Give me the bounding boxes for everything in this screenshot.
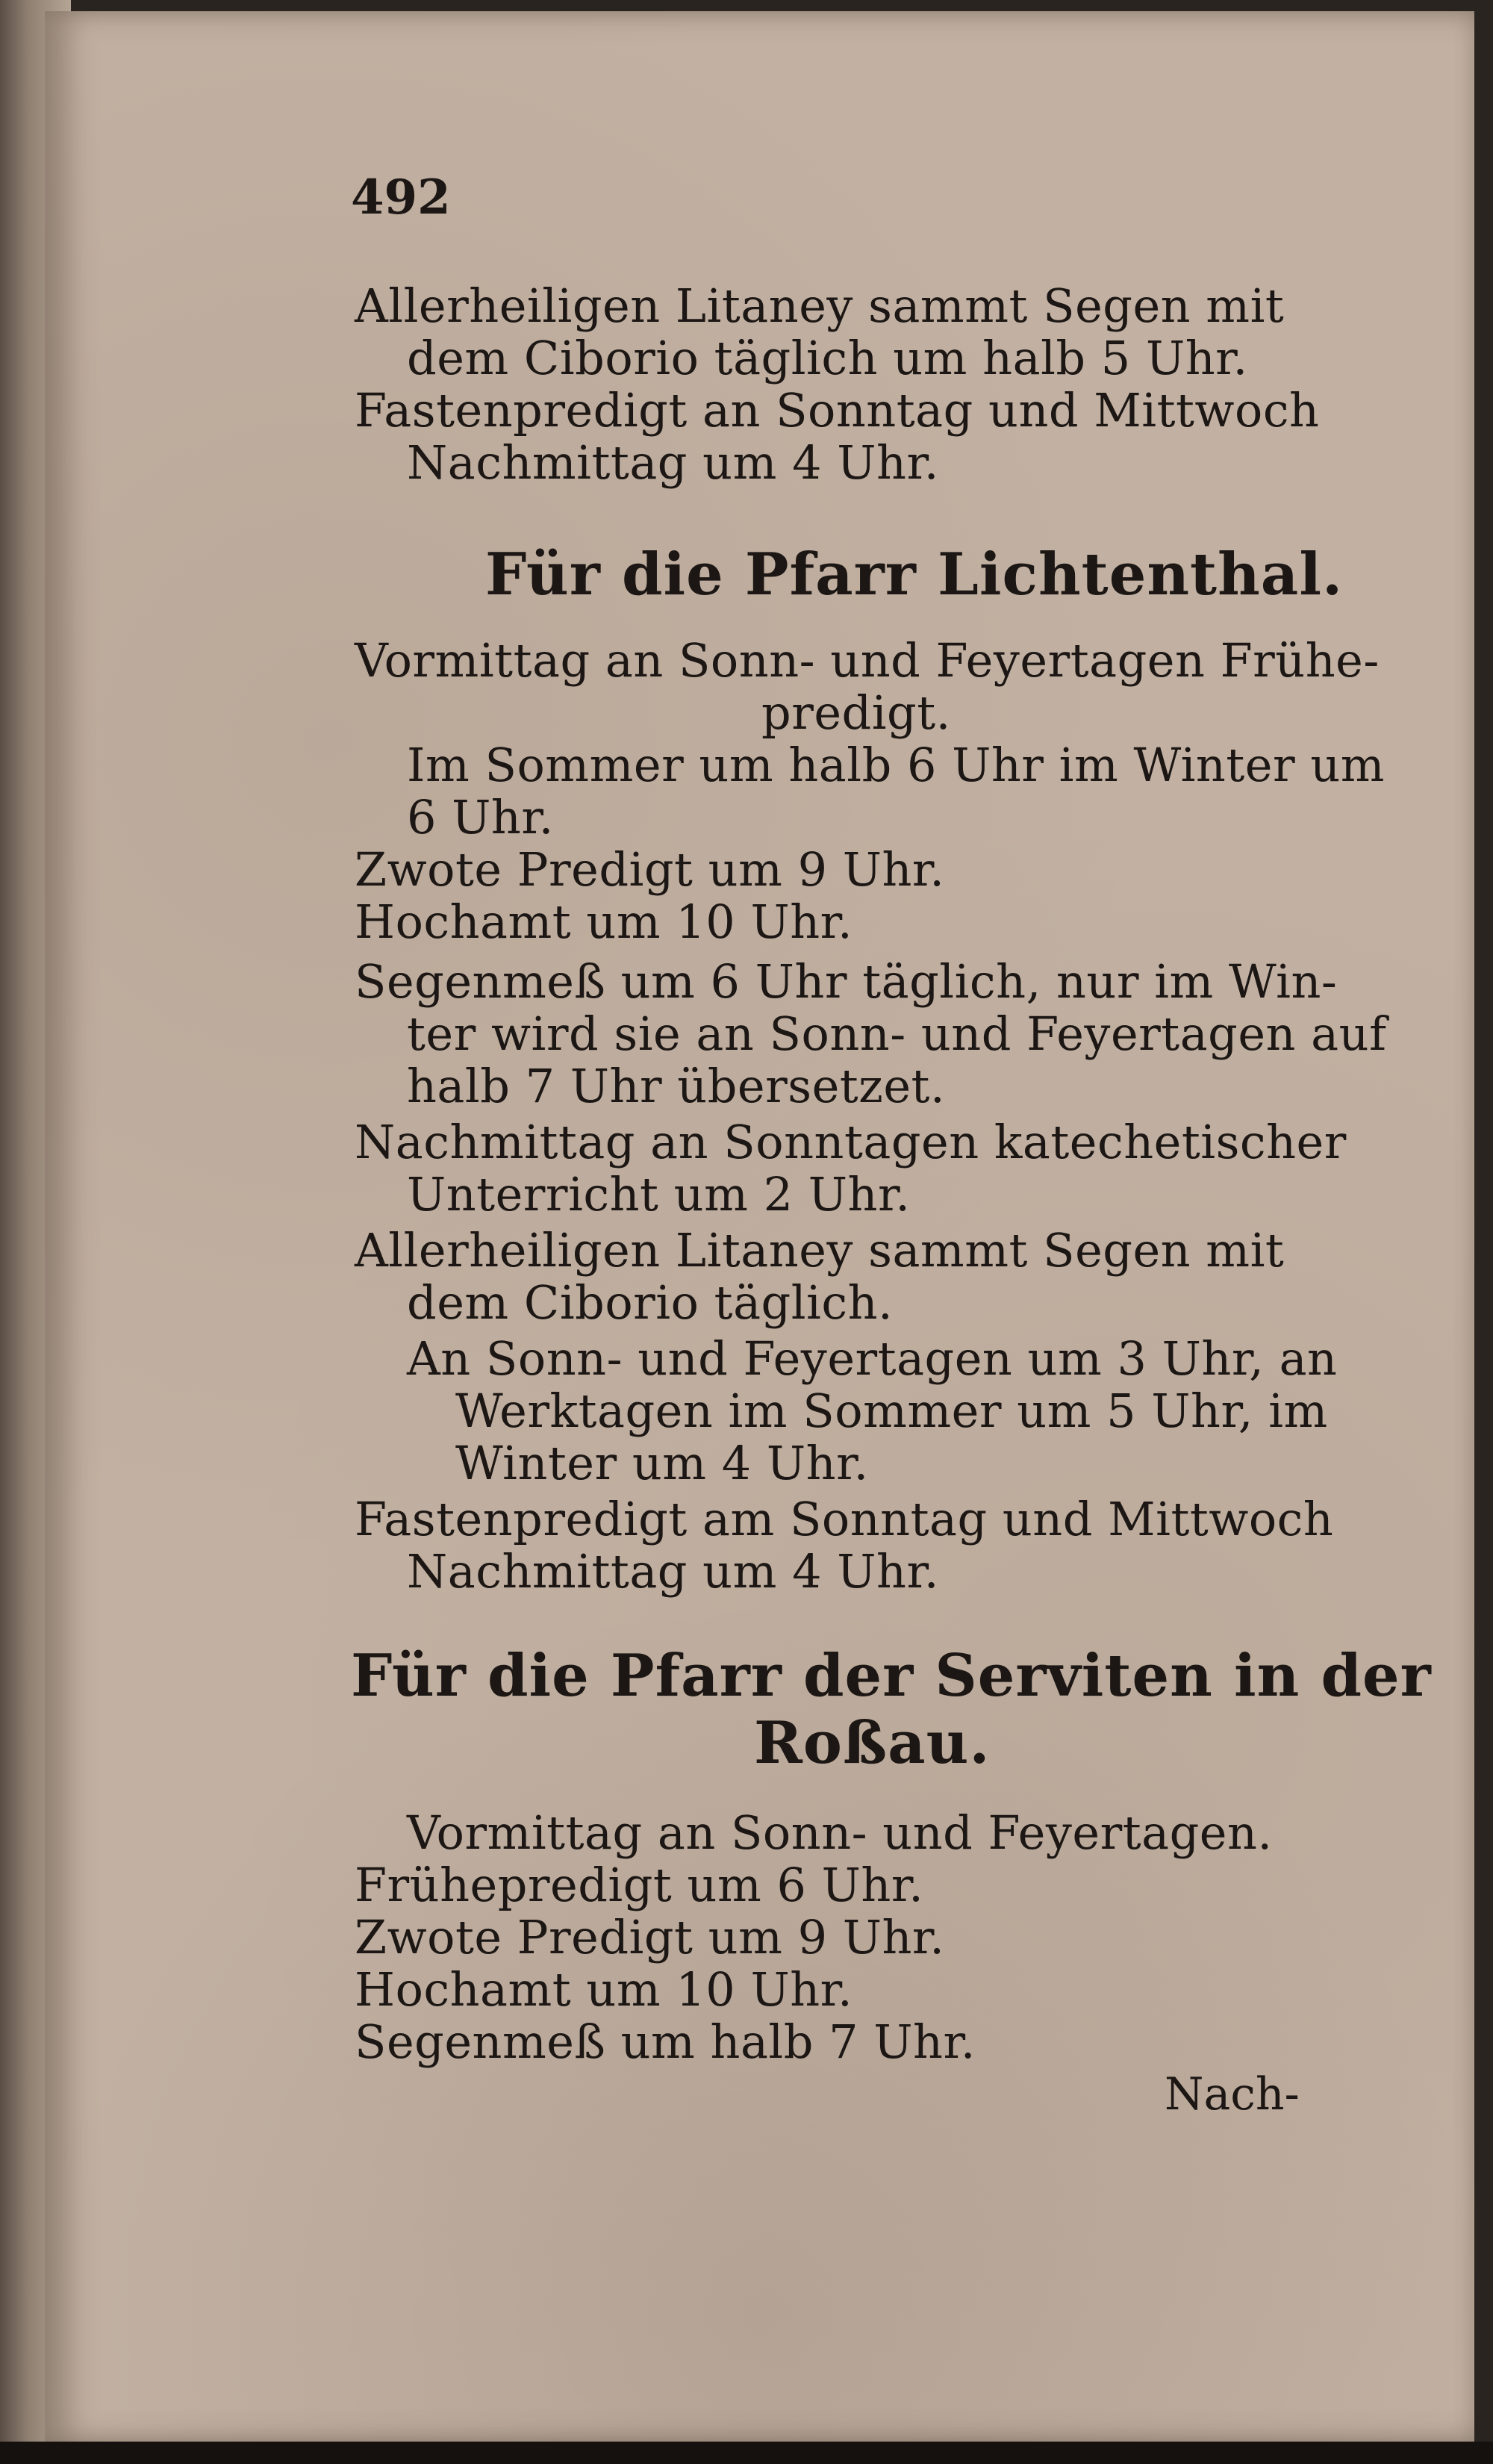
text-line: predigt.	[761, 685, 951, 740]
text-line: Zwote Predigt um 9 Uhr.	[355, 842, 945, 897]
text-line: Allerheiligen Litaney sammt Segen mit	[355, 1223, 1285, 1278]
text-line: Hochamt um 10 Uhr.	[355, 1962, 853, 2017]
text-line: Vormittag an Sonn- und Feyertagen Frühe-	[355, 633, 1380, 688]
text-line: Im Sommer um halb 6 Uhr im Winter um	[407, 738, 1386, 792]
text-line: Frühepredigt um 6 Uhr.	[355, 1858, 924, 1912]
text-line: Vormittag an Sonn- und Feyertagen.	[407, 1805, 1273, 1860]
text-line: Nachmittag um 4 Uhr.	[407, 1544, 939, 1599]
text-line: Segenmeß um halb 7 Uhr.	[355, 2015, 976, 2069]
text-line: halb 7 Uhr übersetzet.	[407, 1059, 946, 1113]
text-line: Werktagen im Sommer um 5 Uhr, im	[455, 1384, 1328, 1438]
text-line: Winter um 4 Uhr.	[455, 1436, 869, 1490]
text-line: Nachmittag um 4 Uhr.	[407, 435, 939, 490]
text-line: dem Ciborio täglich.	[407, 1275, 894, 1330]
text-line: Fastenpredigt am Sonntag und Mittwoch	[355, 1492, 1334, 1546]
text-line: Fastenpredigt an Sonntag und Mittwoch	[355, 383, 1320, 438]
text-line: Allerheiligen Litaney sammt Segen mit	[355, 279, 1285, 333]
text-line: Zwote Predigt um 9 Uhr.	[355, 1910, 945, 1964]
text-line: Nachmittag an Sonntagen katechetischer	[355, 1115, 1347, 1169]
section-heading: Für die Pfarr der Serviten in der	[351, 1642, 1432, 1710]
text-line: Unterricht um 2 Uhr.	[407, 1167, 911, 1222]
catchword: Nach-	[1165, 2068, 1300, 2121]
section-heading: Für die Pfarr Lichtenthal.	[485, 541, 1344, 609]
text-line: dem Ciborio täglich um halb 5 Uhr.	[407, 331, 1248, 385]
text-line: An Sonn- und Feyertagen um 3 Uhr, an	[407, 1331, 1338, 1386]
text-line: 6 Uhr.	[407, 790, 554, 844]
text-line: Hochamt um 10 Uhr.	[355, 895, 853, 949]
page-number: 492	[351, 169, 451, 225]
text-line: Segenmeß um 6 Uhr täglich, nur im Win-	[355, 954, 1338, 1009]
text-line: ter wird sie an Sonn- und Feyertagen auf	[407, 1007, 1387, 1061]
section-heading: Roßau.	[754, 1709, 991, 1777]
